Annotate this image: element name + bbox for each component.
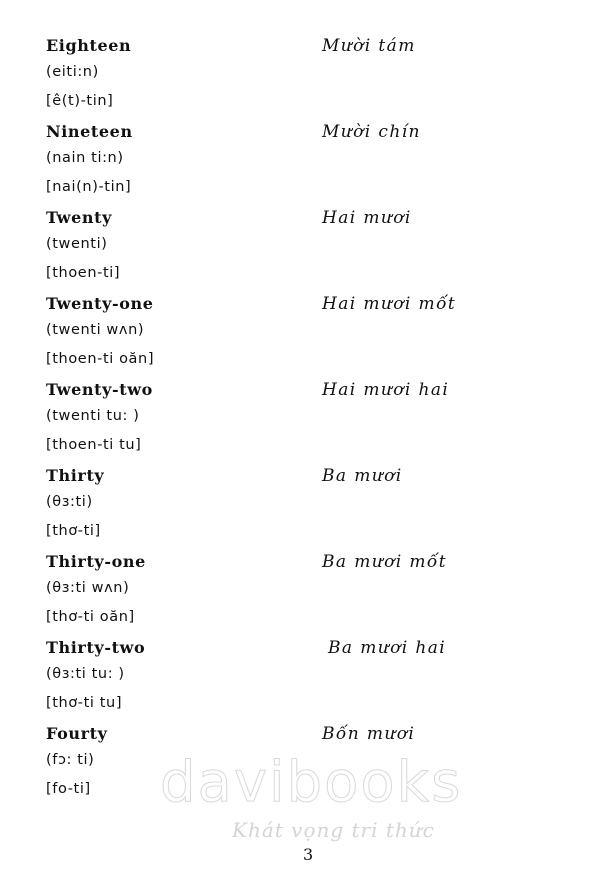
vietnamese-meaning: Hai mươi hai <box>322 380 450 400</box>
vietnamese-meaning: Bốn mươi <box>322 724 416 744</box>
english-word: Thirty <box>46 466 105 485</box>
phonetic-transcription: (twenti tu: ) <box>46 408 140 424</box>
vietnamese-pronunciation: [thơ-ti oăn] <box>46 609 135 625</box>
vietnamese-meaning: Ba mươi hai <box>328 638 447 658</box>
vietnamese-meaning: Ba mươi mốt <box>322 552 447 572</box>
phonetic-transcription: (eiti:n) <box>46 64 99 80</box>
vietnamese-pronunciation: [thơ-ti tu] <box>46 695 123 711</box>
english-word: Twenty-one <box>46 294 154 313</box>
vietnamese-pronunciation: [thoen-ti tu] <box>46 437 142 453</box>
vietnamese-meaning: Mười chín <box>322 122 421 142</box>
english-word: Eighteen <box>46 36 132 55</box>
english-word: Twenty <box>46 208 113 227</box>
vietnamese-pronunciation: [ê(t)-tin] <box>46 93 114 109</box>
phonetic-transcription: (θɜ:ti wʌn) <box>46 580 130 596</box>
vietnamese-meaning: Ba mươi <box>322 466 403 486</box>
english-word: Twenty-two <box>46 380 153 399</box>
vietnamese-meaning: Hai mươi <box>322 208 412 228</box>
english-word: Fourty <box>46 724 108 743</box>
phonetic-transcription: (twenti wʌn) <box>46 322 145 338</box>
english-word: Thirty-one <box>46 552 146 571</box>
phonetic-transcription: (nain ti:n) <box>46 150 124 166</box>
english-word: Nineteen <box>46 122 133 141</box>
page-number: 3 <box>303 845 314 864</box>
phonetic-transcription: (fɔ: ti) <box>46 752 95 768</box>
phonetic-transcription: (θɜ:ti tu: ) <box>46 666 125 682</box>
phonetic-transcription: (twenti) <box>46 236 108 252</box>
watermark-tagline: Khát vọng tri thức <box>232 818 435 842</box>
watermark-logo: davibooks <box>160 750 463 815</box>
vietnamese-meaning: Hai mươi mốt <box>322 294 457 314</box>
english-word: Thirty-two <box>46 638 146 657</box>
phonetic-transcription: (θɜ:ti) <box>46 494 93 510</box>
vietnamese-pronunciation: [fo-ti] <box>46 781 91 797</box>
vietnamese-meaning: Mười tám <box>322 36 416 56</box>
vietnamese-pronunciation: [thoen-ti] <box>46 265 121 281</box>
vietnamese-pronunciation: [nai(n)-tin] <box>46 179 132 195</box>
vietnamese-pronunciation: [thơ-ti] <box>46 523 101 539</box>
vietnamese-pronunciation: [thoen-ti oăn] <box>46 351 155 367</box>
